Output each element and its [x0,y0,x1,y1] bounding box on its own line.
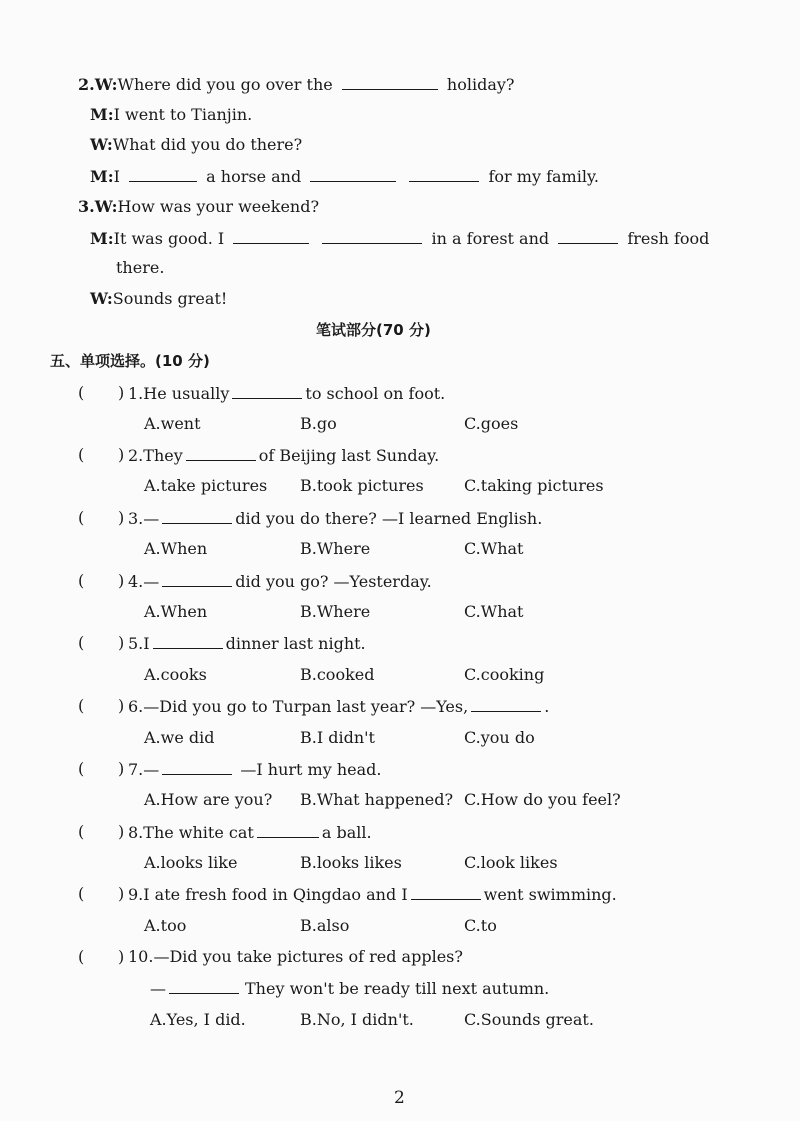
answer-blank[interactable] [342,74,438,90]
option-a[interactable]: A.When [144,602,208,621]
answer-blank[interactable] [233,228,309,244]
dialogue3-line1 [78,197,319,217]
question-text: 8.The white cat [128,823,254,842]
answer-paren-open[interactable]: ( [78,571,85,590]
option-c[interactable]: C.cooking [464,665,545,684]
option-b[interactable]: B.go [300,414,337,433]
question-text: 2.They [128,446,183,465]
question-stem [128,947,463,967]
dialogue-text: holiday? [446,75,515,94]
option-b[interactable]: B.took pictures [300,476,424,495]
question-stem [128,759,381,780]
option-a[interactable]: A.When [144,539,208,558]
question-stem [128,822,372,843]
question-stem [128,508,542,529]
question-stem-line2 [150,978,549,999]
answer-paren-close: ) [118,759,125,778]
option-b[interactable]: B.cooked [300,665,375,684]
option-a[interactable]: A.looks like [144,853,238,872]
answer-paren-open[interactable]: ( [78,508,85,527]
question-stem [128,633,366,654]
answer-paren-close: ) [118,696,125,715]
answer-blank[interactable] [310,166,396,182]
dialogue2-line3 [90,135,302,155]
option-b[interactable]: B.looks likes [300,853,402,872]
option-b[interactable]: B.Where [300,602,371,621]
dialogue-text: What did you do there? [112,135,303,154]
dialogue3-line2-continued: there. [116,258,165,277]
answer-blank[interactable] [322,228,422,244]
speaker-label: M: [90,105,114,124]
question-text: —I hurt my head. [235,760,382,779]
question-text: a ball. [321,823,372,842]
question-text: to school on foot. [305,384,446,403]
question-stem [128,696,549,717]
answer-blank[interactable] [471,696,541,712]
question-text: 5.I [128,634,150,653]
question-text: 7.— [128,760,160,779]
option-a[interactable]: A.How are you? [144,790,273,809]
question-text: of Beijing last Sunday. [258,446,440,465]
option-c[interactable]: C.to [464,916,497,935]
answer-paren-open[interactable]: ( [78,947,85,966]
dialogue2-line1 [78,74,514,95]
dialogue-text: Where did you go over the [117,75,333,94]
question-text: did you do there? —I learned English. [235,509,543,528]
page-number: 2 [394,1088,405,1108]
question-stem [128,445,439,466]
dialogue-text: How was your weekend? [117,197,320,216]
option-c[interactable]: C.How do you feel? [464,790,621,809]
option-c[interactable]: C.goes [464,414,519,433]
option-a[interactable]: A.we did [144,728,215,747]
option-a[interactable]: A.too [144,916,187,935]
answer-paren-close: ) [118,571,125,590]
dialogue2-line2 [90,105,252,125]
question-text: — [150,979,166,998]
dialogue-text: I went to Tianjin. [113,105,253,124]
option-a[interactable]: A.went [144,414,201,433]
question-stem [128,884,617,905]
speaker-label: M: [90,229,114,248]
option-b[interactable]: B.What happened? [300,790,454,809]
dialogue3-line2 [90,228,709,249]
answer-paren-open[interactable]: ( [78,822,85,841]
answer-paren-close: ) [118,884,125,903]
answer-paren-open[interactable]: ( [78,696,85,715]
question-text: did you go? —Yesterday. [235,572,432,591]
question-text: They won't be ready till next autumn. [245,979,550,998]
option-a[interactable]: A.cooks [144,665,207,684]
question-text: 6.—Did you go to Turpan last year? —Yes, [128,697,469,716]
dialogue-text: for my family. [488,167,599,186]
answer-blank[interactable] [232,383,302,399]
question-stem [128,383,445,404]
speaker-label: W: [90,135,113,154]
dialogue-text: a horse and [206,167,302,186]
answer-paren-open[interactable]: ( [78,759,85,778]
answer-paren-close: ) [118,445,125,464]
question-text: 9.I ate fresh food in Qingdao and I [128,885,408,904]
answer-blank[interactable] [558,228,618,244]
answer-blank[interactable] [153,633,223,649]
option-c[interactable]: C.Sounds great. [464,1010,594,1029]
option-c[interactable]: C.What [464,539,524,558]
option-a[interactable]: A.Yes, I did. [150,1010,246,1029]
answer-paren-open[interactable]: ( [78,884,85,903]
answer-paren-open[interactable]: ( [78,383,85,402]
speaker-label: 3.W: [78,197,118,216]
question-text: 1.He usually [128,384,230,403]
dialogue-text: fresh food [627,229,710,248]
written-section-header: 笔试部分(70 分) [316,321,431,339]
question-text: dinner last night. [225,634,366,653]
dialogue2-line4 [90,166,599,187]
option-c[interactable]: C.you do [464,728,535,747]
option-b[interactable]: B.also [300,916,350,935]
option-c[interactable]: C.look likes [464,853,558,872]
question-text: went swimming. [483,885,617,904]
speaker-label: W: [90,289,113,308]
dialogue-text: I [113,167,120,186]
question-text: 10.—Did you take pictures of red apples? [128,947,463,966]
speaker-label: M: [90,167,114,186]
question-text: 3.— [128,509,160,528]
answer-paren-close: ) [118,383,125,402]
answer-blank[interactable] [411,884,481,900]
answer-blank[interactable] [257,822,319,838]
dialogue-text: It was good. I [113,229,225,248]
answer-paren-open[interactable]: ( [78,633,85,652]
answer-blank[interactable] [409,166,479,182]
dialogue-text: Sounds great! [112,289,228,308]
question-text: 4.— [128,572,160,591]
answer-blank[interactable] [162,508,232,524]
answer-blank[interactable] [129,166,197,182]
answer-paren-close: ) [118,508,125,527]
option-c[interactable]: C.What [464,602,524,621]
option-c[interactable]: C.taking pictures [464,476,604,495]
option-b[interactable]: B.Where [300,539,371,558]
answer-paren-close: ) [118,822,125,841]
answer-blank[interactable] [162,759,232,775]
question-text: . [544,697,550,716]
question-stem [128,571,432,592]
speaker-label: 2.W: [78,75,118,94]
answer-paren-open[interactable]: ( [78,445,85,464]
option-a[interactable]: A.take pictures [144,476,268,495]
dialogue3-line3 [90,289,227,309]
dialogue-text: in a forest and [431,229,550,248]
answer-paren-close: ) [118,947,125,966]
answer-blank[interactable] [169,978,239,994]
answer-blank[interactable] [162,571,232,587]
option-b[interactable]: B.No, I didn't. [300,1010,414,1029]
answer-blank[interactable] [186,445,256,461]
answer-paren-close: ) [118,633,125,652]
option-b[interactable]: B.I didn't [300,728,375,747]
section5-title: 五、单项选择。(10 分) [50,352,210,370]
